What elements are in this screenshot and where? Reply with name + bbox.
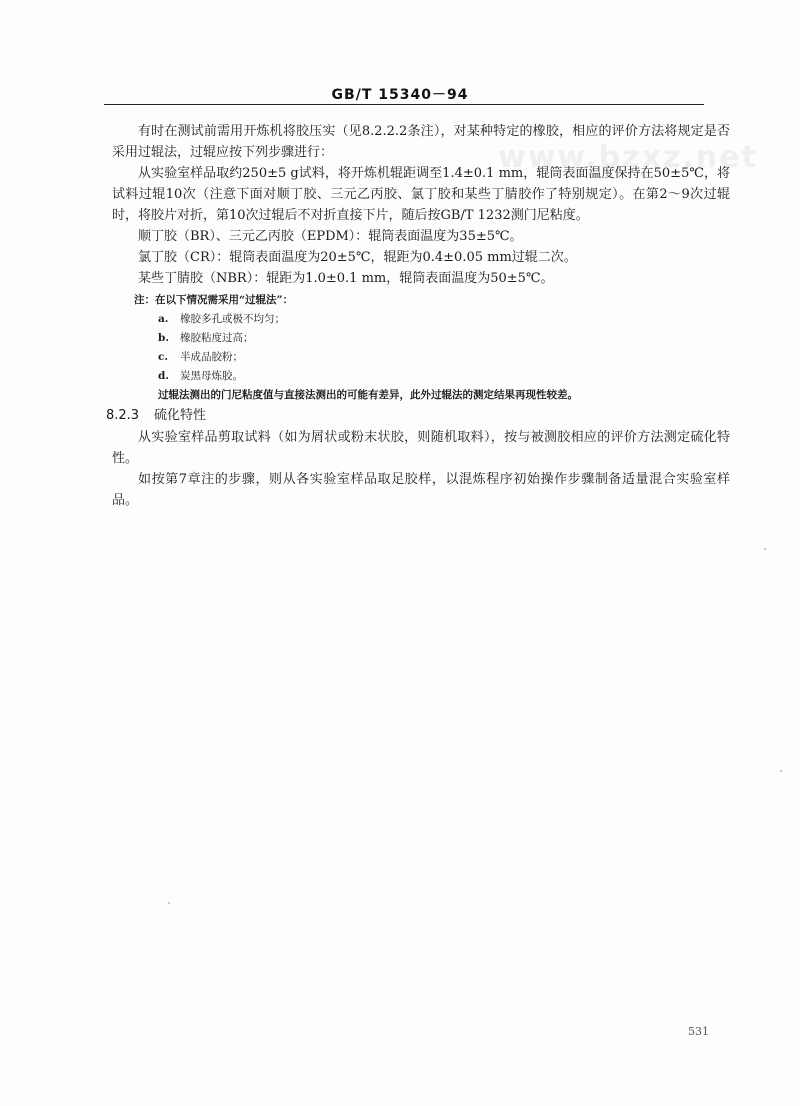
- paragraph-nbr: 某些丁腈胶（NBR）：辊距为1.0±0.1 mm，辊筒表面温度为50±5℃。: [138, 271, 554, 286]
- note-list: [158, 310, 730, 386]
- note-intro: 注：在以下情况需采用“过辊法”：: [134, 294, 294, 306]
- note-item-a: [158, 310, 730, 329]
- page-number: 531: [688, 1025, 709, 1038]
- paragraph-rolling-intro: 有时在测试前需用开炼机将胶压实（见8.2.2.2条注），对某种特定的橡胶，相应的评价方法将规定是否采用过辊法，过辊应按下列步骤进行：: [112, 124, 730, 160]
- scan-speck: [764, 548, 766, 550]
- paragraph-vulcanization: 从实验室样品剪取试料（如为屑状或粉末状胶，则随机取料），按与被测胶相应的评价方法测定硫化特性。: [112, 430, 730, 466]
- note-item-letter: b.: [158, 332, 169, 344]
- scan-speck: [168, 902, 170, 904]
- page-content: [106, 121, 730, 511]
- note-tail: 过辊法测出的门尼粘度值与直接法测出的可能有差异，此外过辊法的测定结果再现性较差。: [158, 389, 578, 401]
- note-item-text: 半成品胶粉；: [180, 351, 243, 363]
- section-number: 8.2.3: [106, 408, 140, 423]
- paragraph-br-epdm: 顺丁胶（BR）、三元乙丙胶（EPDM）：辊筒表面温度为35±5℃。: [138, 229, 523, 244]
- note-item-c: [158, 348, 730, 367]
- section-title: 硫化特性: [154, 408, 207, 423]
- note-item-d: [158, 367, 730, 386]
- note-item-text: 炭黑母炼胶。: [180, 370, 243, 382]
- note-item-letter: c.: [158, 351, 169, 363]
- paragraph-rolling-procedure: 从实验室样品取约250±5 g试料，将开炼机辊距调至1.4±0.1 mm，辊筒表面温度保持在50±5℃，将试料过辊10次（注意下面对顺丁胶、三元乙丙胶、氯丁胶和某些丁腈胶作了特别规定）。在第2～9次过辊时，将胶片对折，第10次过辊后不对折直接下片，随后按GB/T 1232测门尼粘度。: [112, 166, 730, 223]
- header-rule: [104, 104, 704, 105]
- scan-speck: [780, 770, 782, 772]
- note-block: [134, 291, 730, 405]
- paragraph-chapter7-note: 如按第7章注的步骤，则从各实验室样品取足胶样，以混炼程序初始操作步骤制备适量混合实验室样品。: [112, 472, 730, 508]
- section-heading: [106, 405, 730, 427]
- page-header: GB/T 15340－94: [331, 87, 469, 103]
- note-item-text: 橡胶粘度过高；: [180, 332, 254, 344]
- note-item-text: 橡胶多孔或极不均匀；: [180, 313, 285, 325]
- note-item-letter: d.: [158, 370, 169, 382]
- note-item-b: [158, 329, 730, 348]
- note-item-letter: a.: [158, 313, 169, 325]
- watermark: www.bzxz.net: [498, 140, 758, 175]
- paragraph-cr: 氯丁胶（CR）：辊筒表面温度为20±5℃，辊距为0.4±0.05 mm过辊二次。: [138, 250, 577, 265]
